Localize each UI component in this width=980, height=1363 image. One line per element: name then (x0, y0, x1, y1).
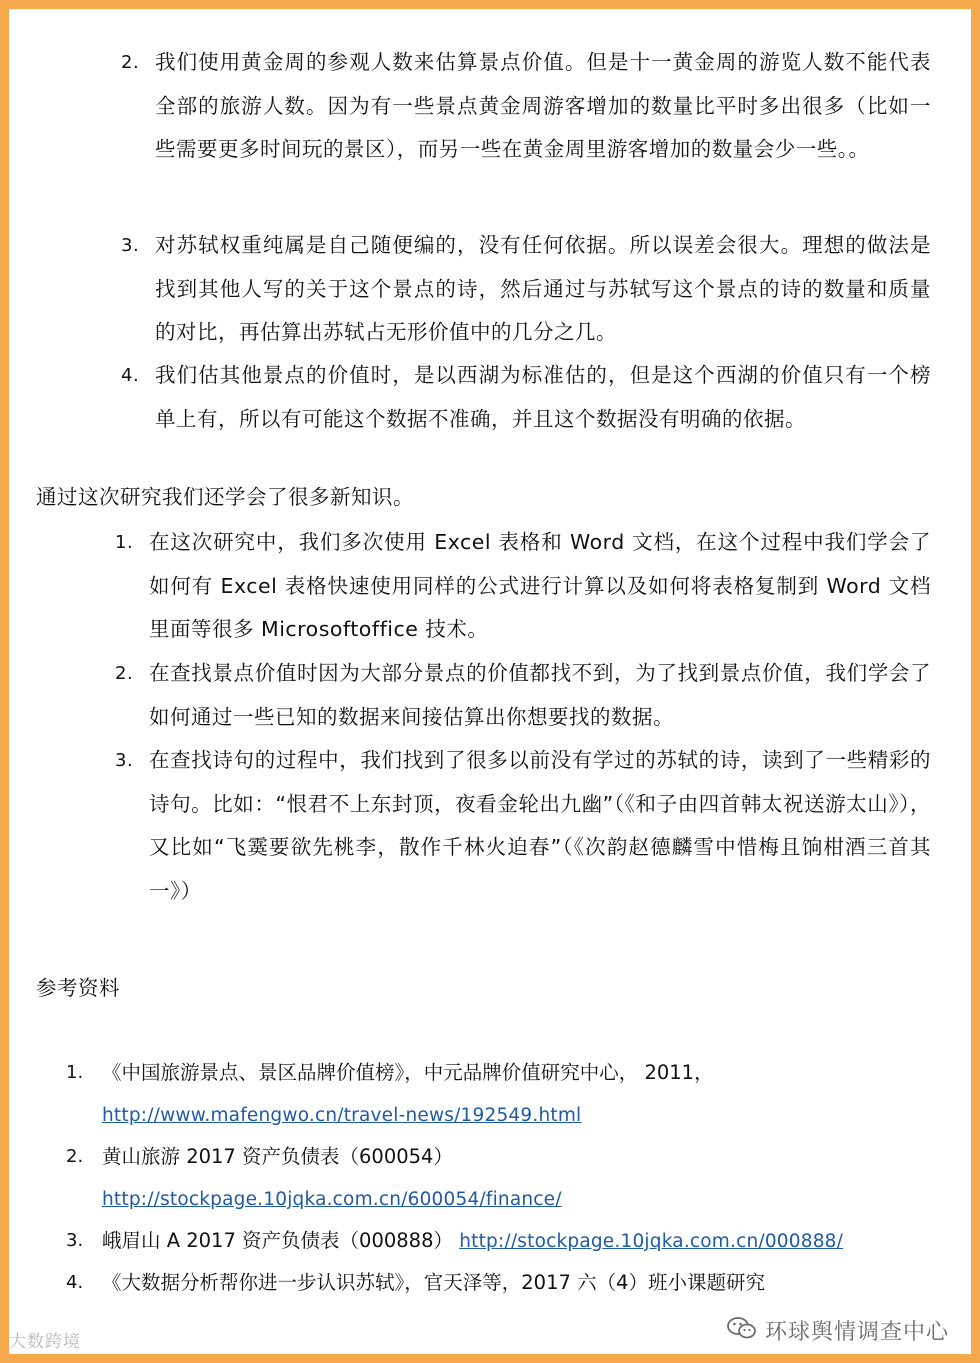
reference-text: 《中国旅游景点、景区品牌价值榜》，中元品牌价值研究中心， 2011， (102, 1061, 714, 1084)
list-number: 3. (121, 235, 140, 256)
reference-item-1 (66, 1052, 922, 1137)
watermark-left (9, 1327, 81, 1352)
reference-link[interactable]: http://stockpage.10jqka.com.cn/600054/finance/ (102, 1189, 562, 1210)
limitation-item-3 (121, 224, 931, 355)
reference-link[interactable]: http://www.mafengwo.cn/travel-news/192549.html (102, 1105, 582, 1126)
reference-item-4 (66, 1262, 922, 1304)
list-number: 1. (66, 1062, 84, 1083)
learned-intro: 通过这次研究我们还学会了很多新知识。 (36, 485, 414, 509)
list-number: 2. (115, 663, 134, 684)
list-number: 1. (115, 532, 134, 553)
list-number: 2. (121, 52, 140, 73)
list-item-text: 在查找景点价值时因为大部分景点的价值都找不到，为了找到景点价值，我们学会了如何通过一些已知的数据来间接估算出你想要找的数据。 (149, 661, 931, 729)
wechat-icon (727, 1316, 757, 1346)
reference-text: 峨眉山 A 2017 资产负债表（000888） (102, 1229, 454, 1252)
watermark-right (727, 1315, 949, 1346)
list-item-text: 我们使用黄金周的参观人数来估算景点价值。但是十一黄金周的游览人数不能代表全部的旅游人数。因为有一些景点黄金周游客增加的数量比平时多出很多（比如一些需要更多时间玩的景区），而另一些在黄金周里游客增加的数量会少一些。。 (155, 50, 931, 161)
list-number: 2. (66, 1146, 84, 1167)
list-item-text: 在这次研究中，我们多次使用 Excel 表格和 Word 文档，在这个过程中我们学会了如何有 Excel 表格快速使用同样的公式进行计算以及如何将表格复制到 Word 文档里面等很多 Microsoftoffice 技术。 (149, 530, 931, 641)
reference-item-3 (66, 1220, 942, 1263)
learned-item-3 (115, 739, 931, 913)
watermark-right-text: 环球舆情调查中心 (764, 1320, 949, 1345)
reference-text: 黄山旅游 2017 资产负债表（600054） (102, 1145, 453, 1168)
document-page (9, 9, 971, 1354)
list-item-text: 在查找诗句的过程中，我们找到了很多以前没有学过的苏轼的诗，读到了一些精彩的诗句。比如：“恨君不上东封顶，夜看金轮出九幽”（《和子由四首韩太祝送游太山》），又比如“飞霙要欲先桃李，散作千林火迫春”（《次韵赵德麟雪中惜梅且饷柑酒三首其一》） (149, 748, 931, 903)
reference-link[interactable]: http://stockpage.10jqka.com.cn/000888/ (459, 1231, 844, 1252)
list-item-text: 对苏轼权重纯属是自己随便编的，没有任何依据。所以误差会很大。理想的做法是找到其他人写的关于这个景点的诗，然后通过与苏轼写这个景点的诗的数量和质量的对比，再估算出苏轼占无形价值中的几分之几。 (155, 233, 931, 344)
list-item-text: 我们估其他景点的价值时，是以西湖为标准估的，但是这个西湖的价值只有一个榜单上有，所以有可能这个数据不准确，并且这个数据没有明确的依据。 (155, 363, 931, 431)
limitation-item-4 (121, 354, 931, 441)
learned-item-2 (115, 652, 931, 739)
list-number: 3. (66, 1230, 84, 1251)
limitation-item-2 (121, 41, 931, 172)
reference-text: 《大数据分析帮你进一步认识苏轼》，官天泽等，2017 六（4）班小课题研究 (102, 1271, 765, 1294)
list-number: 3. (115, 750, 134, 771)
reference-item-2 (66, 1136, 922, 1221)
learned-item-1 (115, 521, 931, 652)
list-number: 4. (66, 1272, 84, 1293)
references-title: 参考资料 (36, 976, 120, 1000)
watermark-left-text: 大数跨境 (9, 1332, 81, 1352)
list-number: 4. (121, 365, 140, 386)
